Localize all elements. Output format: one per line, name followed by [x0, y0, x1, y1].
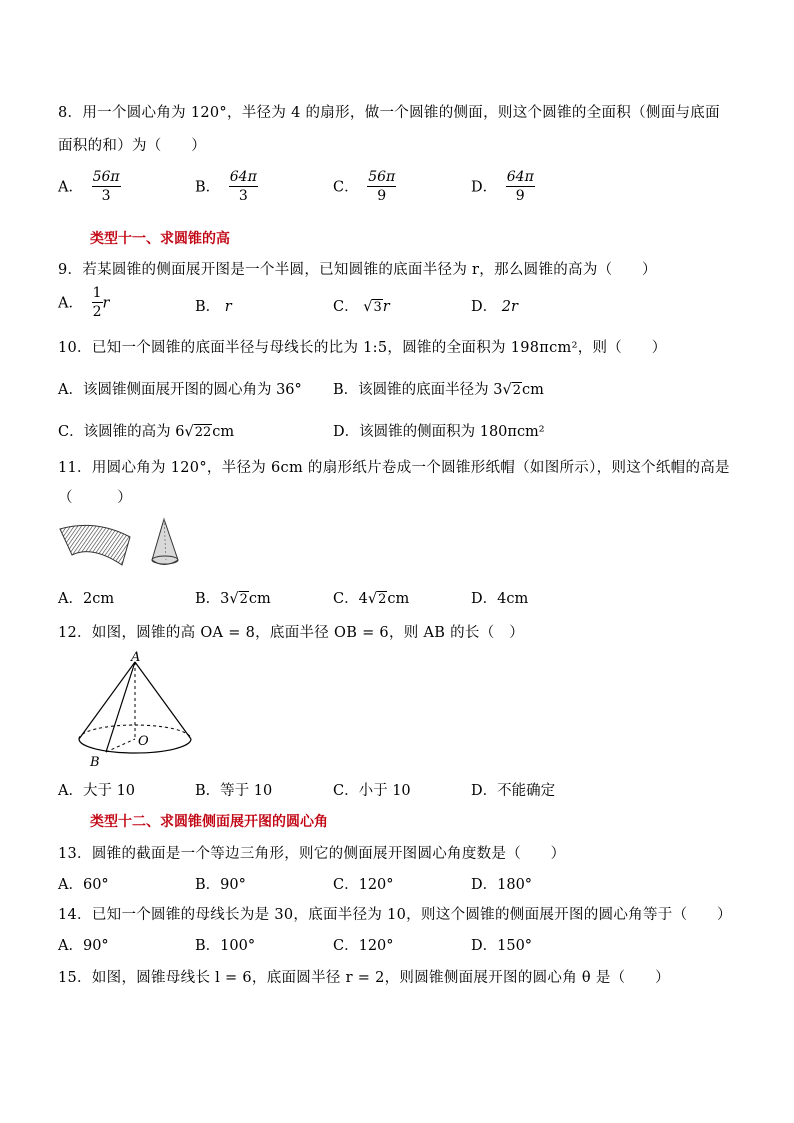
radius-line: [106, 739, 135, 752]
q13-option-a[interactable]: A．60°: [58, 877, 109, 893]
q11-line1: 11．用圆心角为 120°，半径为 6cm 的扇形纸片卷成一个圆锥形纸帽（如图所示），则这个纸帽的高是: [58, 460, 730, 476]
q9-option-b[interactable]: [195, 295, 232, 316]
option-label: D．: [471, 299, 498, 315]
option-value: 2r: [501, 299, 518, 315]
q11-option-a[interactable]: A．2cm: [58, 591, 115, 607]
q11-line2: （ ）: [58, 490, 132, 506]
q10-option-b[interactable]: B．该圆锥的底面半径为 3√2cm: [333, 382, 544, 398]
q8-line1: 8．用一个圆心角为 120°，半径为 4 的扇形，做一个圆锥的侧面，则这个圆锥的全面积（侧面与底面: [58, 105, 720, 121]
q14-option-c[interactable]: C．120°: [333, 938, 394, 954]
q12-option-c[interactable]: C．小于 10: [333, 783, 411, 799]
q12-option-b[interactable]: B．等于 10: [195, 783, 273, 799]
fraction: $\frac{56\pi}{3}$: [92, 169, 120, 205]
q12-option-d[interactable]: D．不能确定: [471, 783, 556, 799]
q10-option-a[interactable]: A．该圆锥侧面展开图的圆心角为 36°: [58, 382, 302, 398]
cone-diagram: [72, 650, 202, 770]
q11-option-d[interactable]: D．4cm: [471, 591, 529, 607]
q13-option-d[interactable]: D．180°: [471, 877, 533, 893]
q13-option-c[interactable]: C．120°: [333, 877, 394, 893]
radical: √3: [363, 299, 382, 315]
sector-shape: [60, 525, 130, 565]
fraction: $\frac{1}{2}$: [92, 285, 102, 321]
cone-shape: [152, 519, 178, 565]
q13-option-b[interactable]: B．90°: [195, 877, 246, 893]
fraction: $\frac{64\pi}{3}$: [229, 169, 257, 205]
q12-stem: 12．如图，圆锥的高 OA = 8，底面半径 OB = 6，则 AB 的长（ ）: [58, 625, 525, 641]
q14-option-d[interactable]: D．150°: [471, 938, 533, 954]
q9-option-c[interactable]: C． √3r: [333, 299, 390, 315]
q8-line2: 面积的和）为（ ）: [58, 138, 206, 154]
fraction: $\frac{56\pi}{9}$: [368, 169, 396, 205]
label-o: O: [138, 734, 149, 749]
fraction: $\frac{64\pi}{9}$: [506, 169, 534, 205]
q15-stem: 15．如图，圆锥母线长 l = 6，底面圆半径 r = 2，则圆锥侧面展开图的圆心角 θ 是（ ）: [58, 970, 670, 986]
label-b: B: [90, 755, 100, 770]
option-label: A．: [58, 295, 83, 312]
label-a: A: [131, 650, 141, 665]
q14-stem: 14．已知一个圆锥的母线长为是 30，底面半径为 10，则这个圆锥的侧面展开图的圆心角等于（ ）: [58, 907, 732, 923]
option-label: D．: [471, 179, 498, 196]
q8-option-d[interactable]: [471, 170, 535, 205]
fan-and-cone-figure: [56, 515, 196, 573]
q9-option-d[interactable]: [471, 295, 518, 316]
q8-option-a[interactable]: [58, 170, 121, 205]
q8-option-c[interactable]: [333, 170, 396, 205]
section-heading-12: 类型十二、求圆锥侧面展开图的圆心角: [90, 814, 328, 830]
q9-option-a[interactable]: A． $\frac{1}{2}$ r: [58, 285, 110, 321]
q13-stem: 13．圆锥的截面是一个等边三角形，则它的侧面展开图圆心角度数是（ ）: [58, 846, 566, 862]
option-label: C．: [333, 179, 359, 196]
q10-option-c[interactable]: C．该圆锥的高为 6√22cm: [58, 424, 235, 440]
q14-option-b[interactable]: B．100°: [195, 938, 256, 954]
q9-stem: 9．若某圆锥的侧面展开图是一个半圆，已知圆锥的底面半径为 r，那么圆锥的高为（ ）: [58, 262, 657, 278]
slant-line: [106, 662, 135, 752]
option-label: B．: [195, 179, 221, 196]
q10-stem: 10．已知一个圆锥的底面半径与母线长的比为 1:5，圆锥的全面积为 198πcm²，则（ ）: [58, 340, 667, 356]
option-label: B．: [195, 299, 221, 315]
option-label: C．: [333, 299, 359, 315]
q11-option-b[interactable]: B．3√2cm: [195, 591, 271, 607]
option-label: A．: [58, 179, 83, 196]
q10-option-d[interactable]: D．该圆锥的侧面积为 180πcm²: [333, 424, 545, 440]
q8-option-b[interactable]: [195, 170, 258, 205]
q11-option-c[interactable]: C．4√2cm: [333, 591, 410, 607]
option-value: r: [224, 299, 232, 315]
section-heading-11: 类型十一、求圆锥的高: [90, 231, 230, 247]
q14-option-a[interactable]: A．90°: [58, 938, 109, 954]
q12-option-a[interactable]: A．大于 10: [58, 783, 136, 799]
